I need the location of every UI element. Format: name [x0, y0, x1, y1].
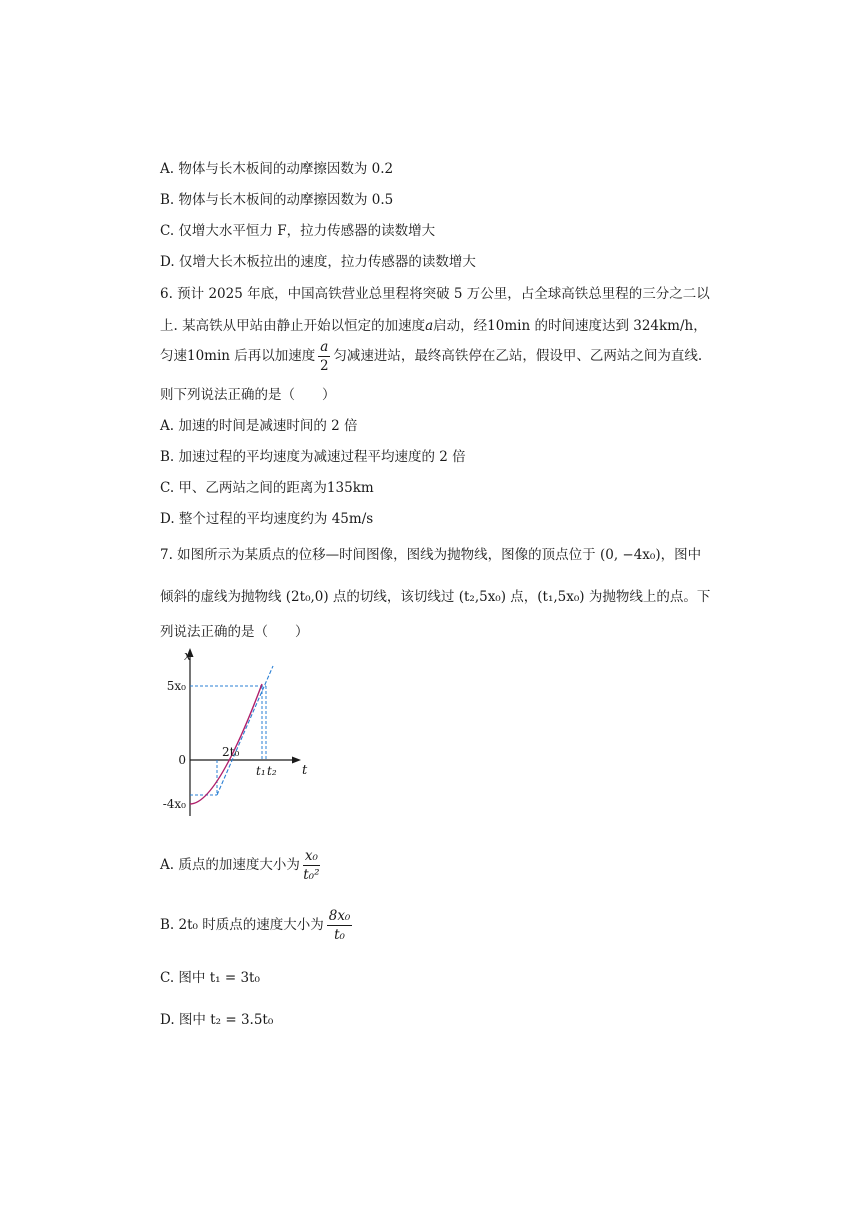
q6-frac-num: a	[320, 339, 329, 355]
q7-option-a-text: A. 质点的加速度大小为	[160, 857, 300, 873]
label-t2: t₂	[267, 764, 277, 778]
q7-option-b-num: 8x₀	[328, 908, 351, 924]
q6-option-d: D. 整个过程的平均速度约为 45m/s	[160, 511, 374, 527]
q7-stem-line2: 倾斜的虚线为抛物线 (2t₀,0) 点的切线，该切线过 (t₂,5x₀) 点，(t₁,5x₀) 为抛物线上的点。下	[160, 589, 711, 605]
x-axis-arrow	[292, 757, 301, 764]
q7-option-a	[160, 846, 323, 884]
q6-fraction	[318, 338, 330, 375]
q5-option-b: B. 物体与长木板间的动摩擦因数为 0.5	[160, 192, 394, 208]
q6-stem-line1: 6. 预计 2025 年底，中国高铁营业总里程将突破 5 万公里，占全球高铁总里程的三分之二以	[160, 286, 710, 302]
label-zero: 0	[178, 753, 186, 767]
q7-option-a-fraction	[303, 847, 320, 884]
label-t1: t₁	[256, 764, 266, 778]
q6-option-c: C. 甲、乙两站之间的距离为135km	[160, 480, 374, 496]
q7-option-b-text: B. 2t₀ 时质点的速度大小为	[160, 917, 324, 933]
q6-stem-line3	[160, 338, 702, 375]
label-5x0: 5x₀	[166, 679, 186, 693]
y-axis-label: x	[184, 649, 192, 664]
q6-line2-end: 启动，经10min 的时间速度达到 324km/h，	[433, 318, 707, 334]
q7-stem-line3: 列说法正确的是（ ）	[160, 624, 309, 640]
q5-option-a: A. 物体与长木板间的动摩擦因数为 0.2	[160, 161, 394, 177]
parabola-curve	[190, 684, 262, 804]
q6-line3-end: 匀减速进站，最终高铁停在乙站，假设甲、乙两站之间为直线.	[333, 348, 703, 364]
q7-option-b-den: t₀	[334, 927, 345, 943]
q7-stem-line1: 7. 如图所示为某质点的位移—时间图像，图线为抛物线，图像的顶点位于 (0, −4x₀)，图中	[160, 547, 702, 563]
q6-line3-start: 匀速10min 后再以加速度	[160, 348, 316, 364]
q6-acceleration-var: a	[425, 318, 434, 334]
q6-option-a: A. 加速的时间是减速时间的 2 倍	[160, 418, 358, 434]
q7-option-a-den: t₀²	[303, 867, 320, 883]
q7-option-a-num: x₀	[304, 848, 318, 864]
q6-stem-line2	[160, 316, 707, 336]
q7-option-d: D. 图中 t₂ = 3.5t₀	[160, 1012, 274, 1028]
q6-stem-line4: 则下列说法正确的是（ ）	[160, 387, 336, 403]
label-minus-4x0: -4x₀	[162, 797, 186, 811]
q6-frac-den: 2	[320, 358, 329, 374]
q6-option-b: B. 加速过程的平均速度为减速过程平均速度的 2 倍	[160, 449, 466, 465]
position-time-graph	[158, 644, 318, 824]
q5-option-d: D. 仅增大长木板拉出的速度，拉力传感器的读数增大	[160, 254, 476, 270]
q5-option-c: C. 仅增大水平恒力 F，拉力传感器的读数增大	[160, 223, 436, 239]
q7-option-b-fraction	[327, 907, 353, 944]
q7-option-b	[160, 906, 355, 944]
q7-option-c: C. 图中 t₁ = 3t₀	[160, 970, 260, 986]
label-2t0: 2t₀	[222, 745, 240, 759]
x-axis-label: t	[302, 763, 308, 778]
q6-line2-start: 上. 某高铁从甲站由静止开始以恒定的加速度	[160, 318, 426, 334]
